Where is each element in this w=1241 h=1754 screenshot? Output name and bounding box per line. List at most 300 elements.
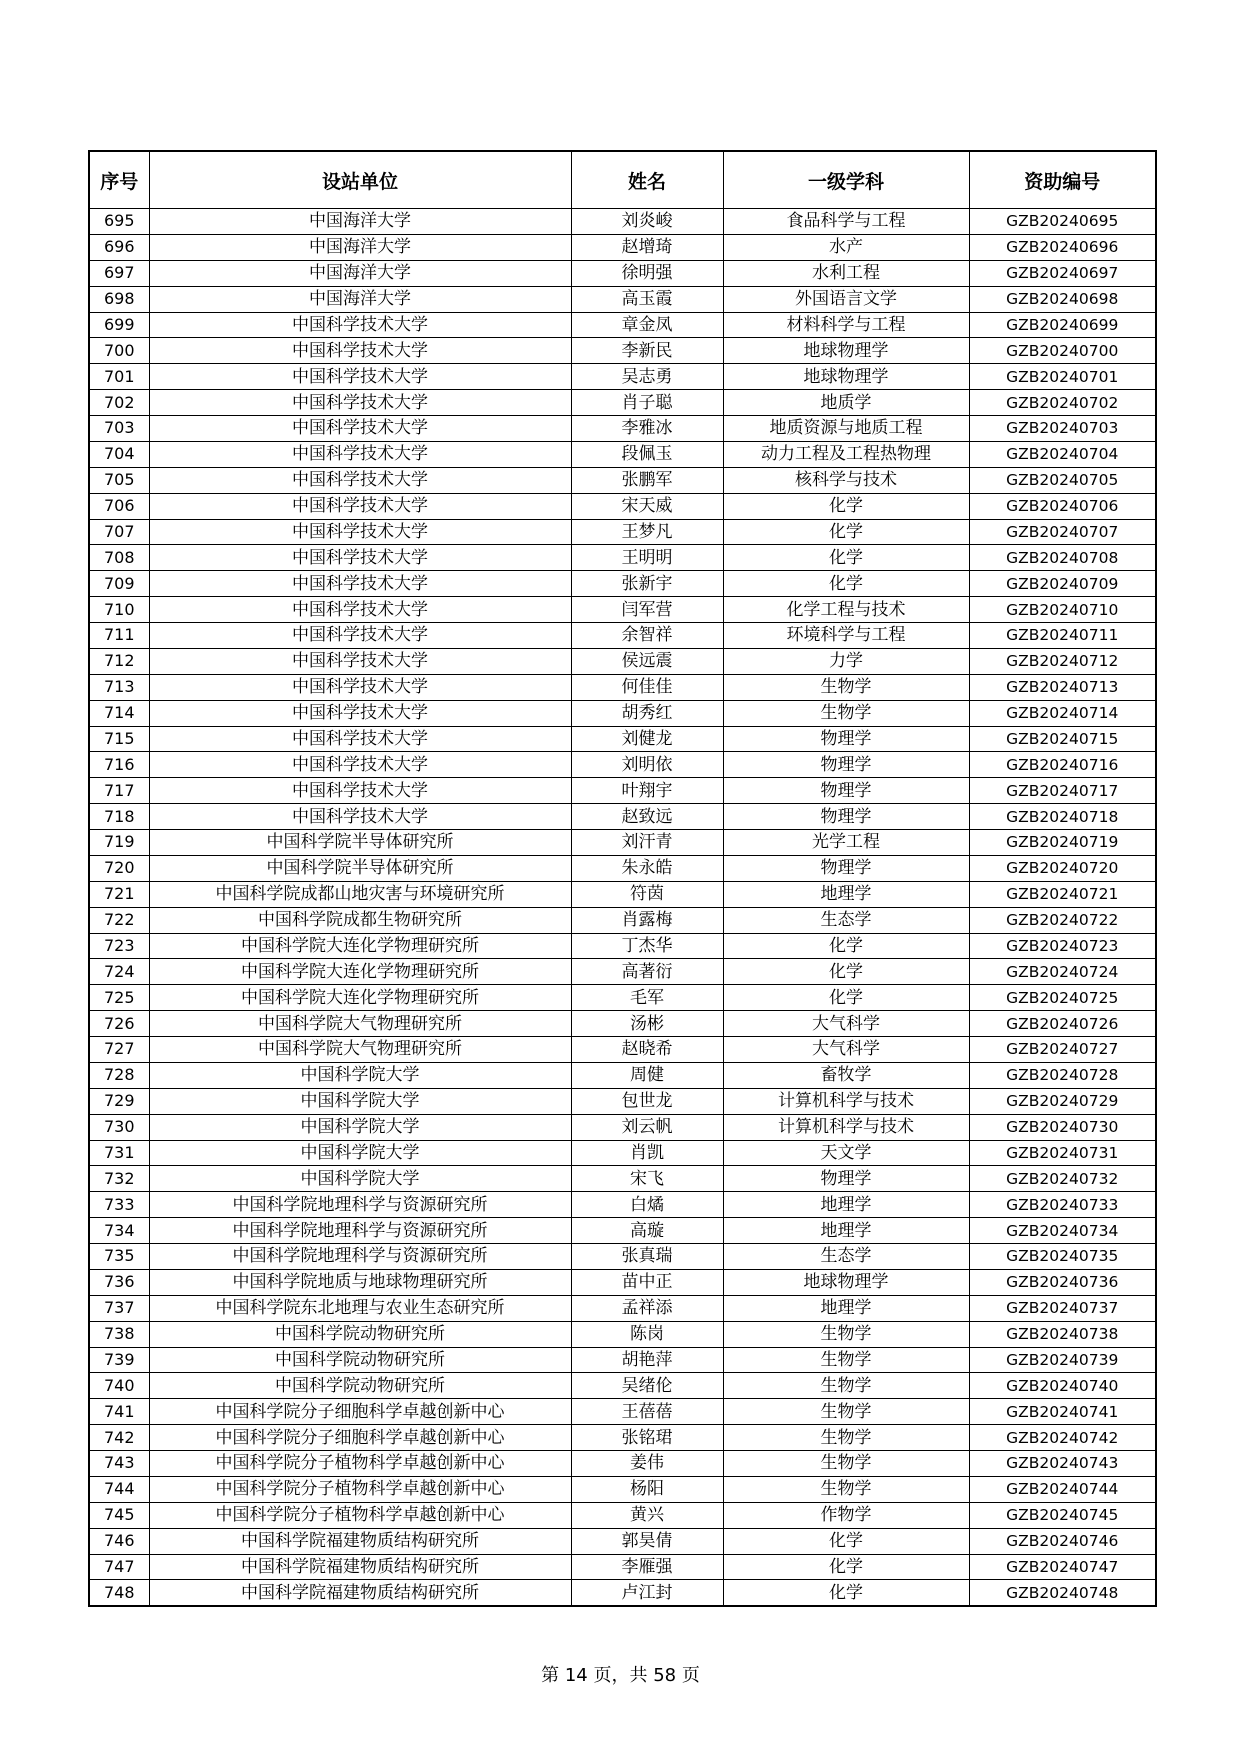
cell-seq: 701 — [89, 364, 149, 390]
table-row — [89, 1321, 1156, 1347]
cell-seq: 723 — [89, 933, 149, 959]
cell-grant-code: GZB20240726 — [969, 1011, 1156, 1037]
cell-seq: 697 — [89, 260, 149, 286]
cell-grant-code: GZB20240720 — [969, 855, 1156, 881]
cell-name: 赵增琦 — [571, 234, 723, 260]
cell-unit: 中国科学技术大学 — [149, 416, 571, 442]
cell-grant-code: GZB20240701 — [969, 364, 1156, 390]
table-row — [89, 778, 1156, 804]
cell-seq: 699 — [89, 312, 149, 338]
cell-grant-code: GZB20240733 — [969, 1192, 1156, 1218]
cell-grant-code: GZB20240719 — [969, 830, 1156, 856]
table-row — [89, 1295, 1156, 1321]
cell-discipline: 生物学 — [723, 1451, 969, 1477]
cell-unit: 中国科学院东北地理与农业生态研究所 — [149, 1295, 571, 1321]
cell-seq: 741 — [89, 1399, 149, 1425]
cell-discipline: 生态学 — [723, 907, 969, 933]
footer-suffix: 页 — [676, 1665, 700, 1686]
cell-unit: 中国科学院福建物质结构研究所 — [149, 1554, 571, 1580]
cell-name: 侯远震 — [571, 648, 723, 674]
cell-discipline: 环境科学与工程 — [723, 623, 969, 649]
cell-name: 王明明 — [571, 545, 723, 571]
cell-unit: 中国科学技术大学 — [149, 648, 571, 674]
cell-name: 杨阳 — [571, 1476, 723, 1502]
table-row — [89, 1192, 1156, 1218]
cell-seq: 747 — [89, 1554, 149, 1580]
cell-discipline: 天文学 — [723, 1140, 969, 1166]
cell-name: 卢江封 — [571, 1580, 723, 1606]
cell-seq: 698 — [89, 286, 149, 312]
cell-seq: 730 — [89, 1114, 149, 1140]
cell-seq: 702 — [89, 390, 149, 416]
footer-prefix: 第 — [541, 1665, 565, 1686]
table-row — [89, 1218, 1156, 1244]
cell-unit: 中国科学技术大学 — [149, 778, 571, 804]
cell-name: 闫军营 — [571, 597, 723, 623]
cell-seq: 738 — [89, 1321, 149, 1347]
cell-grant-code: GZB20240745 — [969, 1502, 1156, 1528]
cell-unit: 中国海洋大学 — [149, 286, 571, 312]
table-row — [89, 752, 1156, 778]
table-row — [89, 312, 1156, 338]
cell-name: 李雅冰 — [571, 416, 723, 442]
cell-name: 胡艳萍 — [571, 1347, 723, 1373]
cell-unit: 中国科学院福建物质结构研究所 — [149, 1528, 571, 1554]
cell-discipline: 物理学 — [723, 1166, 969, 1192]
cell-grant-code: GZB20240700 — [969, 338, 1156, 364]
cell-unit: 中国科学技术大学 — [149, 441, 571, 467]
cell-seq: 748 — [89, 1580, 149, 1606]
cell-name: 李新民 — [571, 338, 723, 364]
cell-seq: 729 — [89, 1088, 149, 1114]
cell-unit: 中国科学院大学 — [149, 1088, 571, 1114]
table-row — [89, 726, 1156, 752]
table-row — [89, 1451, 1156, 1477]
cell-unit: 中国科学技术大学 — [149, 726, 571, 752]
cell-unit: 中国科学院地理科学与资源研究所 — [149, 1218, 571, 1244]
cell-unit: 中国科学院动物研究所 — [149, 1373, 571, 1399]
cell-discipline: 力学 — [723, 648, 969, 674]
cell-discipline: 生物学 — [723, 1399, 969, 1425]
cell-grant-code: GZB20240744 — [969, 1476, 1156, 1502]
cell-discipline: 地理学 — [723, 1295, 969, 1321]
cell-seq: 739 — [89, 1347, 149, 1373]
cell-name: 宋天威 — [571, 493, 723, 519]
cell-discipline: 地球物理学 — [723, 338, 969, 364]
cell-name: 刘云帆 — [571, 1114, 723, 1140]
cell-grant-code: GZB20240724 — [969, 959, 1156, 985]
cell-unit: 中国科学院分子植物科学卓越创新中心 — [149, 1451, 571, 1477]
cell-name: 赵晓希 — [571, 1037, 723, 1063]
cell-seq: 714 — [89, 700, 149, 726]
cell-seq: 700 — [89, 338, 149, 364]
cell-seq: 744 — [89, 1476, 149, 1502]
cell-grant-code: GZB20240712 — [969, 648, 1156, 674]
cell-unit: 中国科学院分子细胞科学卓越创新中心 — [149, 1425, 571, 1451]
cell-name: 毛军 — [571, 985, 723, 1011]
cell-seq: 732 — [89, 1166, 149, 1192]
cell-grant-code: GZB20240732 — [969, 1166, 1156, 1192]
table-row — [89, 1554, 1156, 1580]
table-row — [89, 364, 1156, 390]
cell-discipline: 化学 — [723, 545, 969, 571]
header-name: 姓名 — [571, 151, 723, 209]
table-row — [89, 1011, 1156, 1037]
cell-unit: 中国科学院动物研究所 — [149, 1347, 571, 1373]
header-discipline: 一级学科 — [723, 151, 969, 209]
cell-discipline: 地理学 — [723, 1218, 969, 1244]
cell-grant-code: GZB20240708 — [969, 545, 1156, 571]
cell-unit: 中国科学技术大学 — [149, 571, 571, 597]
cell-discipline: 畜牧学 — [723, 1062, 969, 1088]
cell-name: 汤彬 — [571, 1011, 723, 1037]
cell-grant-code: GZB20240739 — [969, 1347, 1156, 1373]
cell-unit: 中国科学技术大学 — [149, 674, 571, 700]
cell-unit: 中国科学技术大学 — [149, 364, 571, 390]
cell-name: 吴志勇 — [571, 364, 723, 390]
cell-seq: 720 — [89, 855, 149, 881]
cell-name: 陈岗 — [571, 1321, 723, 1347]
footer-total-pages: 58 — [653, 1665, 677, 1686]
cell-grant-code: GZB20240717 — [969, 778, 1156, 804]
cell-unit: 中国科学院分子细胞科学卓越创新中心 — [149, 1399, 571, 1425]
cell-grant-code: GZB20240695 — [969, 209, 1156, 235]
cell-seq: 713 — [89, 674, 149, 700]
cell-grant-code: GZB20240703 — [969, 416, 1156, 442]
cell-discipline: 水利工程 — [723, 260, 969, 286]
table-row — [89, 416, 1156, 442]
cell-seq: 728 — [89, 1062, 149, 1088]
cell-grant-code: GZB20240722 — [969, 907, 1156, 933]
table-row — [89, 597, 1156, 623]
cell-unit: 中国科学院半导体研究所 — [149, 830, 571, 856]
cell-seq: 706 — [89, 493, 149, 519]
cell-discipline: 地质学 — [723, 390, 969, 416]
cell-name: 刘炎峻 — [571, 209, 723, 235]
cell-seq: 725 — [89, 985, 149, 1011]
cell-discipline: 物理学 — [723, 855, 969, 881]
table-row — [89, 1399, 1156, 1425]
table-row — [89, 674, 1156, 700]
cell-seq: 733 — [89, 1192, 149, 1218]
cell-discipline: 光学工程 — [723, 830, 969, 856]
cell-seq: 736 — [89, 1269, 149, 1295]
cell-grant-code: GZB20240741 — [969, 1399, 1156, 1425]
cell-discipline: 地理学 — [723, 1192, 969, 1218]
cell-grant-code: GZB20240705 — [969, 467, 1156, 493]
cell-seq: 695 — [89, 209, 149, 235]
cell-discipline: 生物学 — [723, 1321, 969, 1347]
cell-discipline: 化学 — [723, 1554, 969, 1580]
cell-seq: 742 — [89, 1425, 149, 1451]
cell-unit: 中国科学技术大学 — [149, 467, 571, 493]
table-row — [89, 1528, 1156, 1554]
footer-page-number: 14 — [564, 1665, 588, 1686]
footer-middle: 页，共 — [587, 1665, 654, 1686]
cell-discipline: 动力工程及工程热物理 — [723, 441, 969, 467]
cell-grant-code: GZB20240698 — [969, 286, 1156, 312]
table-row — [89, 907, 1156, 933]
cell-seq: 696 — [89, 234, 149, 260]
cell-unit: 中国科学技术大学 — [149, 519, 571, 545]
cell-discipline: 材料科学与工程 — [723, 312, 969, 338]
cell-seq: 731 — [89, 1140, 149, 1166]
cell-grant-code: GZB20240707 — [969, 519, 1156, 545]
funding-roster-table — [88, 150, 1157, 1607]
page-footer — [0, 1661, 1241, 1687]
cell-name: 孟祥添 — [571, 1295, 723, 1321]
cell-unit: 中国科学技术大学 — [149, 597, 571, 623]
cell-unit: 中国科学技术大学 — [149, 623, 571, 649]
cell-grant-code: GZB20240704 — [969, 441, 1156, 467]
cell-name: 肖子聪 — [571, 390, 723, 416]
cell-discipline: 计算机科学与技术 — [723, 1114, 969, 1140]
cell-grant-code: GZB20240713 — [969, 674, 1156, 700]
cell-unit: 中国科学技术大学 — [149, 312, 571, 338]
cell-seq: 735 — [89, 1244, 149, 1270]
cell-seq: 717 — [89, 778, 149, 804]
cell-name: 高著衍 — [571, 959, 723, 985]
table-row — [89, 1580, 1156, 1606]
cell-name: 丁杰华 — [571, 933, 723, 959]
cell-discipline: 物理学 — [723, 804, 969, 830]
cell-grant-code: GZB20240728 — [969, 1062, 1156, 1088]
cell-grant-code: GZB20240729 — [969, 1088, 1156, 1114]
table-row — [89, 648, 1156, 674]
cell-discipline: 大气科学 — [723, 1037, 969, 1063]
header-grant-code: 资助编号 — [969, 151, 1156, 209]
table-row — [89, 959, 1156, 985]
table-row — [89, 467, 1156, 493]
cell-grant-code: GZB20240702 — [969, 390, 1156, 416]
table-row — [89, 1502, 1156, 1528]
cell-grant-code: GZB20240727 — [969, 1037, 1156, 1063]
cell-unit: 中国科学院大学 — [149, 1166, 571, 1192]
cell-discipline: 生物学 — [723, 1425, 969, 1451]
cell-discipline: 地质资源与地质工程 — [723, 416, 969, 442]
cell-grant-code: GZB20240718 — [969, 804, 1156, 830]
cell-seq: 726 — [89, 1011, 149, 1037]
cell-name: 章金凤 — [571, 312, 723, 338]
cell-unit: 中国科学技术大学 — [149, 545, 571, 571]
cell-name: 刘健龙 — [571, 726, 723, 752]
cell-discipline: 化学工程与技术 — [723, 597, 969, 623]
cell-name: 吴绪伦 — [571, 1373, 723, 1399]
cell-seq: 745 — [89, 1502, 149, 1528]
cell-seq: 704 — [89, 441, 149, 467]
table-row — [89, 209, 1156, 235]
cell-seq: 709 — [89, 571, 149, 597]
cell-unit: 中国科学技术大学 — [149, 752, 571, 778]
cell-seq: 708 — [89, 545, 149, 571]
table-row — [89, 234, 1156, 260]
table-row — [89, 260, 1156, 286]
table-row — [89, 1166, 1156, 1192]
cell-name: 黄兴 — [571, 1502, 723, 1528]
cell-name: 刘汗青 — [571, 830, 723, 856]
cell-grant-code: GZB20240734 — [969, 1218, 1156, 1244]
cell-name: 胡秀红 — [571, 700, 723, 726]
cell-grant-code: GZB20240697 — [969, 260, 1156, 286]
cell-grant-code: GZB20240746 — [969, 1528, 1156, 1554]
cell-discipline: 物理学 — [723, 778, 969, 804]
cell-grant-code: GZB20240731 — [969, 1140, 1156, 1166]
cell-seq: 710 — [89, 597, 149, 623]
table-row — [89, 985, 1156, 1011]
cell-unit: 中国科学院大学 — [149, 1114, 571, 1140]
cell-unit: 中国科学院地理科学与资源研究所 — [149, 1244, 571, 1270]
cell-discipline: 化学 — [723, 493, 969, 519]
table-row — [89, 830, 1156, 856]
cell-discipline: 物理学 — [723, 726, 969, 752]
cell-grant-code: GZB20240725 — [969, 985, 1156, 1011]
cell-grant-code: GZB20240706 — [969, 493, 1156, 519]
cell-unit: 中国科学院地理科学与资源研究所 — [149, 1192, 571, 1218]
cell-name: 叶翔宇 — [571, 778, 723, 804]
table-row — [89, 545, 1156, 571]
cell-name: 刘明依 — [571, 752, 723, 778]
cell-discipline: 地理学 — [723, 881, 969, 907]
cell-unit: 中国海洋大学 — [149, 260, 571, 286]
cell-name: 姜伟 — [571, 1451, 723, 1477]
cell-name: 余智祥 — [571, 623, 723, 649]
cell-unit: 中国科学院大连化学物理研究所 — [149, 959, 571, 985]
cell-name: 符茵 — [571, 881, 723, 907]
cell-grant-code: GZB20240711 — [969, 623, 1156, 649]
cell-name: 肖露梅 — [571, 907, 723, 933]
cell-discipline: 化学 — [723, 933, 969, 959]
cell-name: 肖凯 — [571, 1140, 723, 1166]
cell-grant-code: GZB20240740 — [969, 1373, 1156, 1399]
cell-discipline: 生物学 — [723, 700, 969, 726]
cell-discipline: 化学 — [723, 519, 969, 545]
cell-discipline: 化学 — [723, 985, 969, 1011]
cell-discipline: 生态学 — [723, 1244, 969, 1270]
cell-name: 李雁强 — [571, 1554, 723, 1580]
cell-discipline: 生物学 — [723, 1347, 969, 1373]
cell-unit: 中国科学院大学 — [149, 1140, 571, 1166]
cell-discipline: 地球物理学 — [723, 1269, 969, 1295]
cell-unit: 中国科学技术大学 — [149, 804, 571, 830]
cell-unit: 中国海洋大学 — [149, 209, 571, 235]
table-row — [89, 1476, 1156, 1502]
cell-name: 何佳佳 — [571, 674, 723, 700]
cell-unit: 中国科学院分子植物科学卓越创新中心 — [149, 1476, 571, 1502]
cell-grant-code: GZB20240730 — [969, 1114, 1156, 1140]
cell-grant-code: GZB20240710 — [969, 597, 1156, 623]
cell-discipline: 生物学 — [723, 1476, 969, 1502]
cell-discipline: 化学 — [723, 571, 969, 597]
table-row — [89, 1347, 1156, 1373]
cell-unit: 中国科学院大学 — [149, 1062, 571, 1088]
table-row — [89, 1425, 1156, 1451]
cell-grant-code: GZB20240699 — [969, 312, 1156, 338]
cell-name: 赵致远 — [571, 804, 723, 830]
cell-grant-code: GZB20240748 — [969, 1580, 1156, 1606]
cell-grant-code: GZB20240743 — [969, 1451, 1156, 1477]
cell-discipline: 生物学 — [723, 674, 969, 700]
cell-seq: 722 — [89, 907, 149, 933]
cell-unit: 中国科学院大连化学物理研究所 — [149, 985, 571, 1011]
cell-grant-code: GZB20240721 — [969, 881, 1156, 907]
cell-name: 王梦凡 — [571, 519, 723, 545]
table-row — [89, 623, 1156, 649]
cell-name: 王蓓蓓 — [571, 1399, 723, 1425]
cell-name: 高玉霞 — [571, 286, 723, 312]
cell-seq: 719 — [89, 830, 149, 856]
cell-grant-code: GZB20240716 — [969, 752, 1156, 778]
cell-name: 朱永皓 — [571, 855, 723, 881]
cell-unit: 中国科学院大气物理研究所 — [149, 1011, 571, 1037]
cell-unit: 中国科学技术大学 — [149, 338, 571, 364]
header-unit: 设站单位 — [149, 151, 571, 209]
cell-unit: 中国科学技术大学 — [149, 390, 571, 416]
cell-grant-code: GZB20240715 — [969, 726, 1156, 752]
table-row — [89, 571, 1156, 597]
cell-discipline: 水产 — [723, 234, 969, 260]
cell-name: 张鹏军 — [571, 467, 723, 493]
cell-discipline: 核科学与技术 — [723, 467, 969, 493]
table-row — [89, 1373, 1156, 1399]
cell-unit: 中国科学院大连化学物理研究所 — [149, 933, 571, 959]
cell-grant-code: GZB20240747 — [969, 1554, 1156, 1580]
cell-seq: 721 — [89, 881, 149, 907]
cell-seq: 734 — [89, 1218, 149, 1244]
table-row — [89, 700, 1156, 726]
cell-discipline: 作物学 — [723, 1502, 969, 1528]
table-row — [89, 1244, 1156, 1270]
table-row — [89, 1062, 1156, 1088]
cell-seq: 746 — [89, 1528, 149, 1554]
cell-grant-code: GZB20240723 — [969, 933, 1156, 959]
cell-seq: 707 — [89, 519, 149, 545]
table-row — [89, 933, 1156, 959]
cell-seq: 740 — [89, 1373, 149, 1399]
cell-discipline: 食品科学与工程 — [723, 209, 969, 235]
table-row — [89, 804, 1156, 830]
cell-name: 徐明强 — [571, 260, 723, 286]
table-row — [89, 493, 1156, 519]
cell-grant-code: GZB20240738 — [969, 1321, 1156, 1347]
cell-unit: 中国科学技术大学 — [149, 493, 571, 519]
table-row — [89, 441, 1156, 467]
cell-unit: 中国科学院动物研究所 — [149, 1321, 571, 1347]
cell-grant-code: GZB20240737 — [969, 1295, 1156, 1321]
cell-unit: 中国科学院半导体研究所 — [149, 855, 571, 881]
cell-unit: 中国科学技术大学 — [149, 700, 571, 726]
cell-discipline: 外国语言文学 — [723, 286, 969, 312]
cell-discipline: 化学 — [723, 959, 969, 985]
header-row — [89, 151, 1156, 209]
cell-grant-code: GZB20240714 — [969, 700, 1156, 726]
cell-name: 高璇 — [571, 1218, 723, 1244]
cell-name: 苗中正 — [571, 1269, 723, 1295]
table-header — [89, 151, 1156, 209]
cell-seq: 715 — [89, 726, 149, 752]
table-row — [89, 338, 1156, 364]
table-row — [89, 1088, 1156, 1114]
cell-discipline: 化学 — [723, 1528, 969, 1554]
cell-name: 张新宇 — [571, 571, 723, 597]
cell-discipline: 生物学 — [723, 1373, 969, 1399]
cell-grant-code: GZB20240736 — [969, 1269, 1156, 1295]
cell-name: 郭昊倩 — [571, 1528, 723, 1554]
cell-seq: 727 — [89, 1037, 149, 1063]
cell-seq: 705 — [89, 467, 149, 493]
table-row — [89, 1114, 1156, 1140]
cell-seq: 703 — [89, 416, 149, 442]
cell-unit: 中国科学院地质与地球物理研究所 — [149, 1269, 571, 1295]
